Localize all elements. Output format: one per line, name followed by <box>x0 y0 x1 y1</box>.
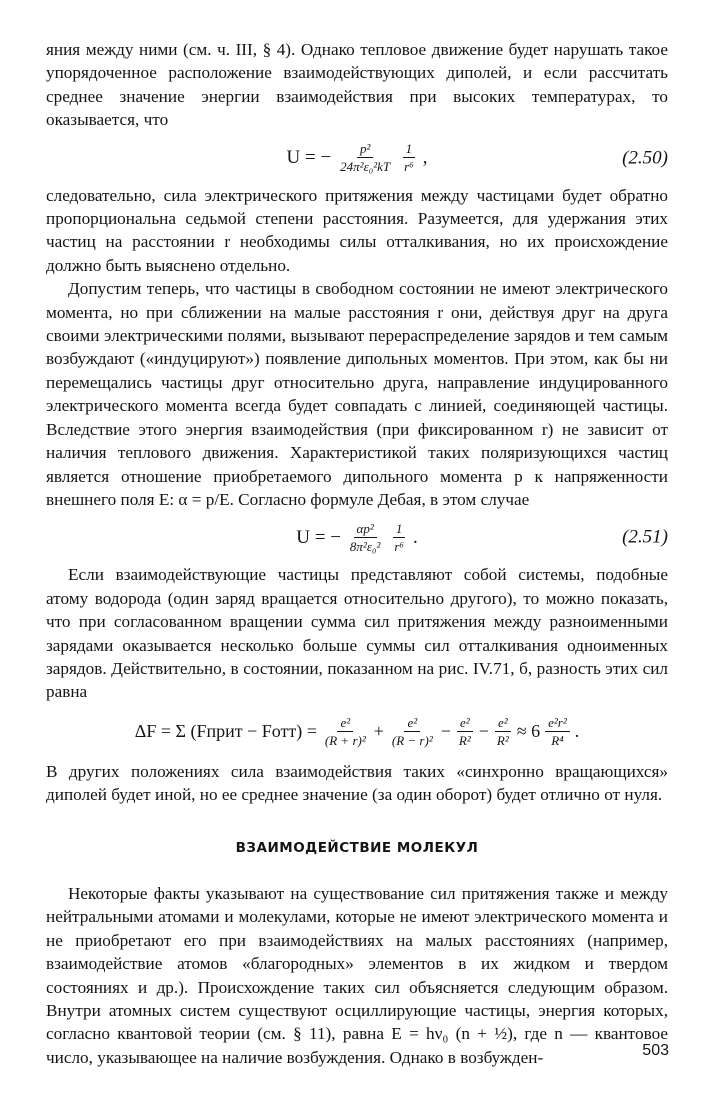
eq1-numerator: p² <box>357 141 373 158</box>
eq3-term-1 <box>322 715 369 748</box>
eq2-denominator-2: r⁶ <box>394 538 404 554</box>
eq1-tail: , <box>422 146 428 168</box>
eq3-operator-3: − <box>478 721 489 742</box>
eq3-term-1-numerator: e² <box>337 715 353 732</box>
eq3-term-3 <box>456 715 474 748</box>
eq3-operator-4: ≈ 6 <box>516 721 541 742</box>
eq3-term-5-denominator: R⁴ <box>551 733 564 749</box>
eq3-term-4-denominator: R² <box>496 733 509 749</box>
eq1-denominator: 24π²ε₀²kT <box>340 159 391 175</box>
eq3-term-4 <box>494 715 512 748</box>
paragraph-6: Некоторые факты указывают на существование сил притяжения также и между нейтральными атомами и молекулами, которые не имеют электрического момента и не приобретают его при взаимодействиях на малых расстояниях (например, взаимодействие атомов «благородных» элементов в их жидком и твердом состояниях и др.). Происхождение таких сил объясняется следующим образом. Внутри атомных систем существуют осциллирующие частицы, энергия которых, согласно квантовой теории (см. § 11), равна E = hν₀ (n + ½), где n — квантовое число, указывающее на наличие возбуждения. Однако в возбужден- <box>46 883 668 1067</box>
eq3-term-2-denominator: (R − r)² <box>391 733 433 749</box>
equation-force-difference <box>46 704 668 760</box>
eq3-term-1-denominator: (R + r)² <box>324 733 366 749</box>
equation-number-2-51: (2.51) <box>622 526 668 548</box>
eq2-denominator: 8π²ε₀² <box>349 538 381 554</box>
page-number: 503 <box>642 1042 669 1059</box>
eq3-lhs: ΔF = Σ (Fприт − Fотт) = <box>134 721 317 742</box>
eq1-fraction <box>337 141 393 174</box>
paragraph-1: яния между ними (см. ч. III, § 4). Однако тепловое движение будет нарушать такое упорядоченное расположение взаимодействующих диполей, и если рассчитать среднее значение энергии взаимодействия при высоких температурах, то оказывается, что <box>46 40 668 130</box>
eq3-term-4-numerator: e² <box>495 715 511 732</box>
page-body <box>46 38 668 1069</box>
eq2-numerator-2: 1 <box>393 521 406 538</box>
eq2-fraction <box>347 521 383 554</box>
paragraph-4: Если взаимодействующие частицы представляют собой системы, подобные атому водорода (один заряд вращается относительно другого), то можно показать, что при согласованном вращении сумма сил притяжения между разноименными зарядами оказывается несколько больше суммы сил отталкивания одноименных зарядов. Действительно, в состоянии, показанном на рис. IV.71, б, разность этих сил равна <box>46 565 668 702</box>
eq3-term-3-numerator: e² <box>457 715 473 732</box>
eq3-term-2-numerator: e² <box>404 715 420 732</box>
eq3-term-5-numerator: e²r² <box>545 715 570 732</box>
eq1-denominator-2: r⁶ <box>404 159 414 175</box>
section-heading: ВЗАИМОДЕЙСТВИЕ МОЛЕКУЛ <box>235 839 479 856</box>
eq2-fraction-r <box>391 521 407 554</box>
eq2-tail: . <box>412 526 418 548</box>
eq1-fraction-r <box>401 141 417 174</box>
eq3-term-2 <box>389 715 436 748</box>
eq3-operator-1: + <box>373 721 384 742</box>
paragraph-2: следовательно, сила электрического притяжения между частицами будет обратно пропорциональна седьмой степени расстояния. Разумеется, для удержания этих частиц на расстоянии r необходимы силы отталкивания, но их происхождение должно быть выяснено отдельно. <box>46 185 668 275</box>
equation-2-51 <box>46 511 668 563</box>
eq2-numerator: αp² <box>354 521 377 538</box>
paragraph-3: Допустим теперь, что частицы в свободном состоянии не имеют электрического момента, но при сближении на малые расстояния r они, действуя друг на друга своими электрическими полями, вызывают перераспределение зарядов и тем самым возбуждают («индуцируют») появление дипольных моментов. При этом, как бы ни перемещались частицы друг относительно друга, направление индуцированного электрического момента всегда будет совпадать с линией, соединяющей частицы. Вследствие этого энергия взаимодействия (при фиксированном r) не зависит от наличия теплового движения. Характеристикой таких поляризующихся частиц является отношение приобретаемого дипольного момента p к напряженности внешнего поля E: α = p/E. Согласно формуле Дебая, в этом случае <box>46 279 668 509</box>
eq1-lhs: U = − <box>286 146 332 168</box>
eq1-numerator-2: 1 <box>403 141 416 158</box>
equation-number-2-50: (2.50) <box>622 146 668 168</box>
paragraph-5: В других положениях сила взаимодействия таких «синхронно вращающихся» диполей будет иной, но ее среднее значение (за один оборот) будет отлично от нуля. <box>46 761 668 805</box>
eq3-term-5 <box>545 715 570 748</box>
eq3-term-3-denominator: R² <box>458 733 471 749</box>
eq2-lhs: U = − <box>296 526 341 548</box>
equation-2-50 <box>46 132 668 184</box>
eq3-tail: . <box>574 721 580 742</box>
eq3-operator-2: − <box>440 721 451 742</box>
